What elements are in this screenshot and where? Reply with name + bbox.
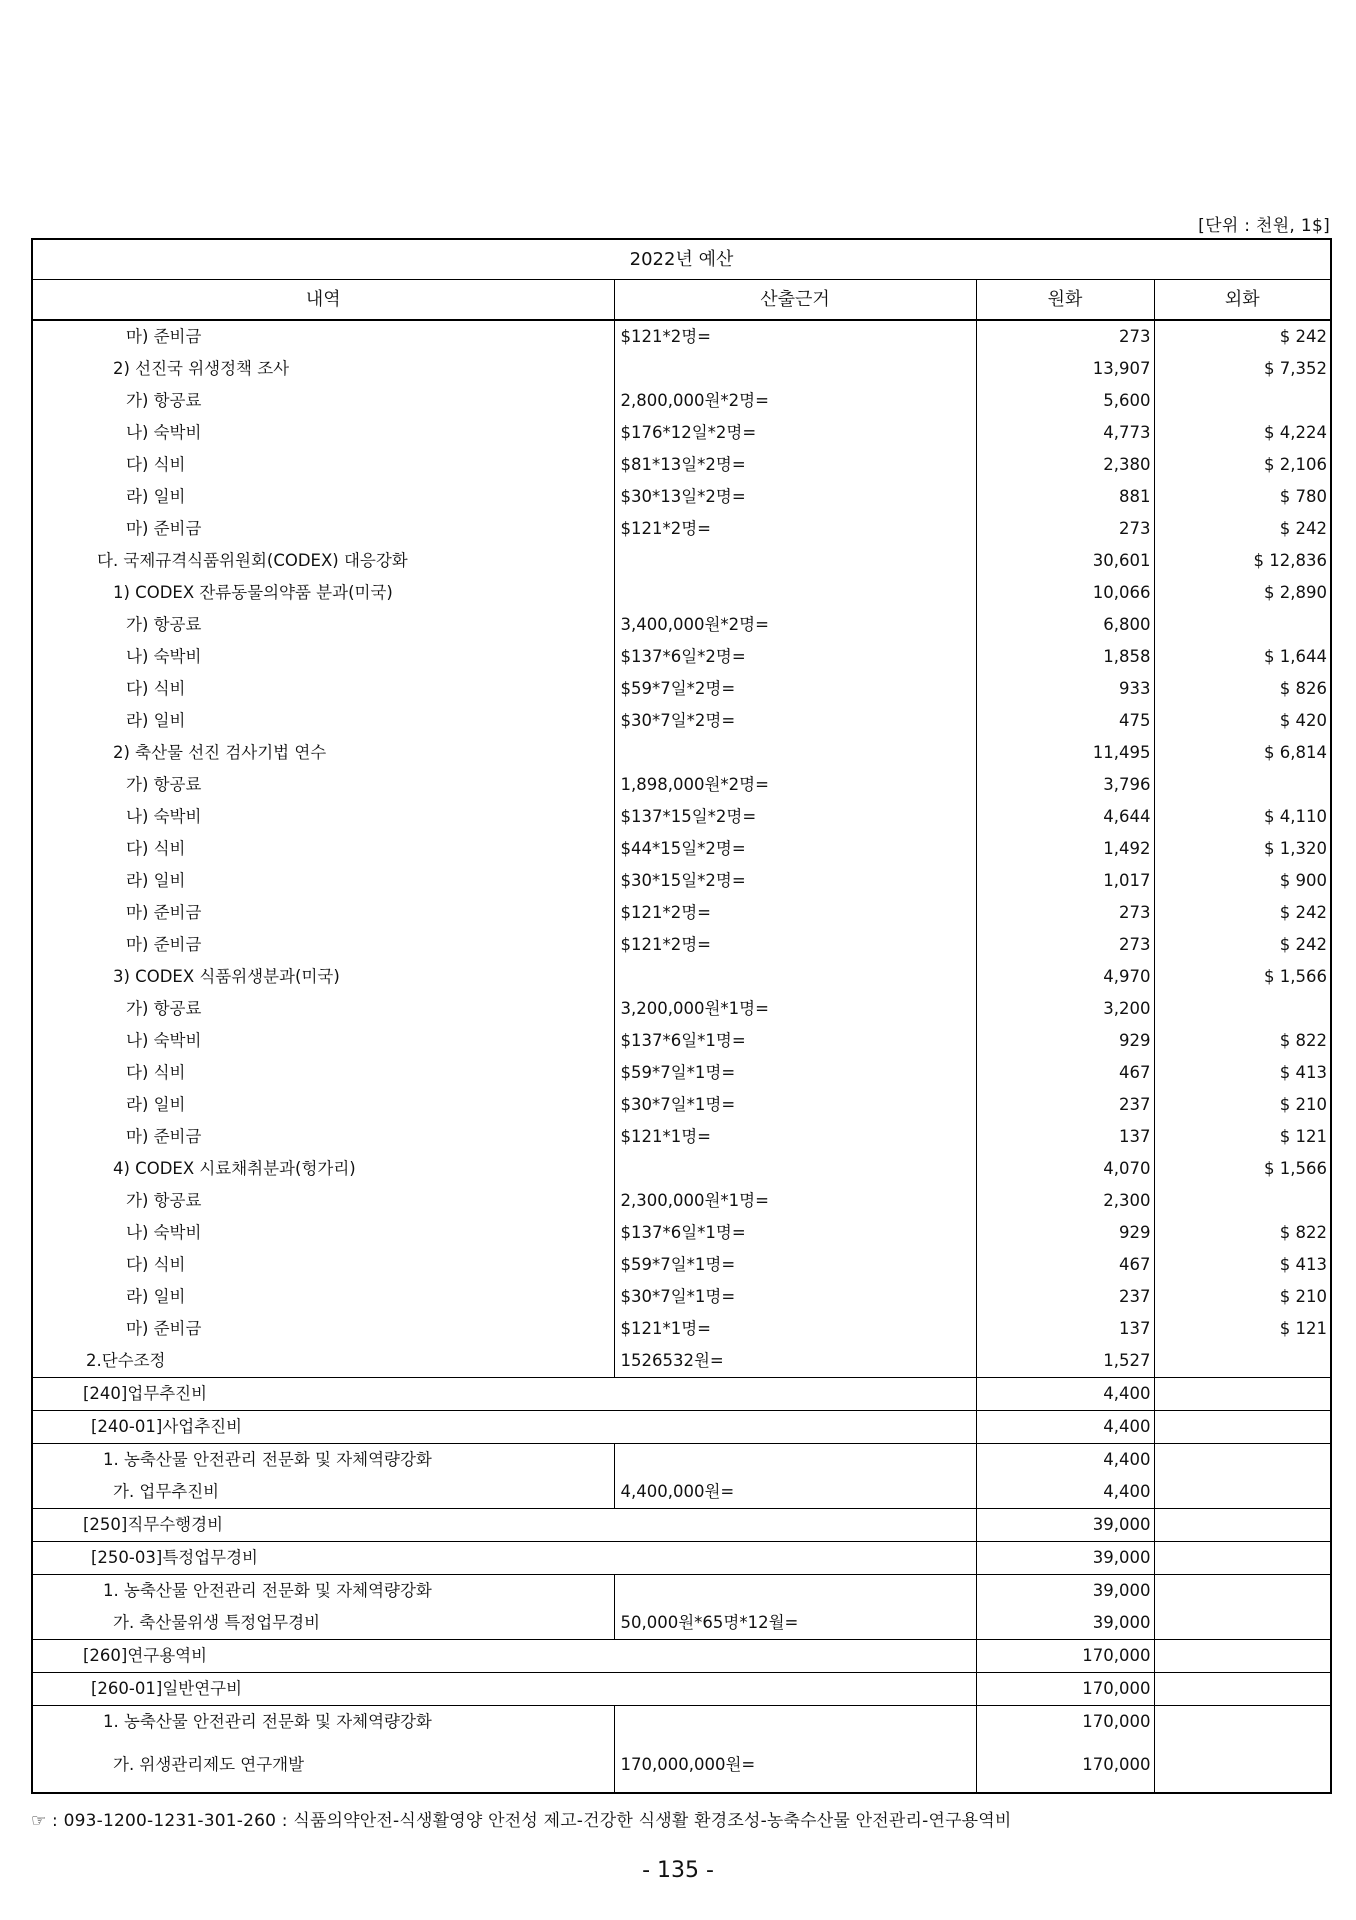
row-krw: 30,601 <box>976 545 1154 577</box>
row-krw: 467 <box>976 1249 1154 1281</box>
section-sub-usd <box>1154 1673 1331 1706</box>
section-program-row <box>32 1444 1331 1477</box>
row-krw: 273 <box>976 929 1154 961</box>
row-usd: $ 210 <box>1154 1089 1331 1121</box>
table-row <box>32 833 1331 865</box>
row-usd <box>1154 1345 1331 1378</box>
row-basis: $176*12일*2명= <box>614 417 976 449</box>
table-row <box>32 769 1331 801</box>
row-krw: 6,800 <box>976 609 1154 641</box>
row-basis: 1,898,000원*2명= <box>614 769 976 801</box>
row-krw: 10,066 <box>976 577 1154 609</box>
row-krw: 1,527 <box>976 1345 1154 1378</box>
table-row <box>32 1153 1331 1185</box>
section-sub: [260-01]일반연구비 <box>32 1673 976 1706</box>
row-item: 가) 항공료 <box>32 993 614 1025</box>
table-row <box>32 865 1331 897</box>
row-krw: 933 <box>976 673 1154 705</box>
section-code-row <box>32 1640 1331 1673</box>
row-usd: $ 6,814 <box>1154 737 1331 769</box>
row-usd: $ 780 <box>1154 481 1331 513</box>
row-krw: 929 <box>976 1025 1154 1057</box>
row-basis: 3,400,000원*2명= <box>614 609 976 641</box>
section-code-row <box>32 1378 1331 1411</box>
table-row <box>32 1185 1331 1217</box>
section-program-usd <box>1154 1444 1331 1477</box>
row-item: 가) 항공료 <box>32 1185 614 1217</box>
row-krw: 1,858 <box>976 641 1154 673</box>
row-item: 가) 항공료 <box>32 609 614 641</box>
section-detail-total: 39,000 <box>976 1607 1154 1640</box>
section-detail-row <box>32 1607 1331 1640</box>
row-item: 마) 준비금 <box>32 929 614 961</box>
section-code-row <box>32 1509 1331 1542</box>
row-krw: 3,200 <box>976 993 1154 1025</box>
section-detail: 가. 위생관리제도 연구개발 <box>32 1738 614 1793</box>
row-basis: $30*7일*2명= <box>614 705 976 737</box>
table-row <box>32 993 1331 1025</box>
row-basis: $30*7일*1명= <box>614 1089 976 1121</box>
section-detail-usd <box>1154 1476 1331 1509</box>
budget-table <box>31 238 1332 1794</box>
row-usd <box>1154 385 1331 417</box>
section-code: [260]연구용역비 <box>32 1640 976 1673</box>
row-krw: 4,070 <box>976 1153 1154 1185</box>
row-usd <box>1154 993 1331 1025</box>
table-row <box>32 1249 1331 1281</box>
row-usd: $ 121 <box>1154 1313 1331 1345</box>
row-basis: $81*13일*2명= <box>614 449 976 481</box>
row-krw: 237 <box>976 1089 1154 1121</box>
row-krw: 4,644 <box>976 801 1154 833</box>
table-row <box>32 417 1331 449</box>
row-basis: $59*7일*1명= <box>614 1057 976 1089</box>
row-usd: $ 242 <box>1154 513 1331 545</box>
section-detail: 가. 업무추진비 <box>32 1476 614 1509</box>
row-basis <box>614 961 976 993</box>
table-row <box>32 1345 1331 1378</box>
row-basis: $121*2명= <box>614 929 976 961</box>
section-code-total: 170,000 <box>976 1640 1154 1673</box>
section-program-total: 170,000 <box>976 1706 1154 1739</box>
section-code-usd <box>1154 1509 1331 1542</box>
row-basis <box>614 353 976 385</box>
row-item: 1) CODEX 잔류동물의약품 분과(미국) <box>32 577 614 609</box>
section-sub: [250-03]특정업무경비 <box>32 1542 976 1575</box>
row-item: 라) 일비 <box>32 1281 614 1313</box>
section-code: [250]직무수행경비 <box>32 1509 976 1542</box>
section-sub: [240-01]사업추진비 <box>32 1411 976 1444</box>
row-usd: $ 210 <box>1154 1281 1331 1313</box>
row-item: 라) 일비 <box>32 1089 614 1121</box>
table-row <box>32 577 1331 609</box>
row-krw: 2,300 <box>976 1185 1154 1217</box>
table-row <box>32 673 1331 705</box>
row-item: 다) 식비 <box>32 449 614 481</box>
section-program-row <box>32 1706 1331 1739</box>
row-basis: $59*7일*1명= <box>614 1249 976 1281</box>
table-row <box>32 1121 1331 1153</box>
table-row <box>32 513 1331 545</box>
row-usd: $ 1,644 <box>1154 641 1331 673</box>
row-basis: $137*15일*2명= <box>614 801 976 833</box>
section-code-usd <box>1154 1378 1331 1411</box>
section-program-row <box>32 1575 1331 1608</box>
row-basis: 2,300,000원*1명= <box>614 1185 976 1217</box>
row-krw: 881 <box>976 481 1154 513</box>
section-program: 1. 농축산물 안전관리 전문화 및 자체역량강화 <box>32 1575 614 1608</box>
row-krw: 2,380 <box>976 449 1154 481</box>
row-usd: $ 242 <box>1154 897 1331 929</box>
section-detail-total: 170,000 <box>976 1738 1154 1793</box>
row-basis: $121*2명= <box>614 897 976 929</box>
row-item: 마) 준비금 <box>32 897 614 929</box>
row-krw: 273 <box>976 897 1154 929</box>
row-basis: $121*1명= <box>614 1313 976 1345</box>
row-item: 다) 식비 <box>32 673 614 705</box>
page-number: - 135 - <box>642 1858 714 1883</box>
row-usd: $ 900 <box>1154 865 1331 897</box>
row-usd: $ 1,566 <box>1154 1153 1331 1185</box>
footnote: ☞ : 093-1200-1231-301-260 : 식품의약안전-식생활영양 안전성 제고-건강한 식생활 환경조성-농축수산물 안전관리-연구용역비 <box>31 1811 1012 1831</box>
table-row <box>32 705 1331 737</box>
table-row <box>32 1025 1331 1057</box>
section-detail-row <box>32 1476 1331 1509</box>
row-item: 라) 일비 <box>32 481 614 513</box>
row-basis: 3,200,000원*1명= <box>614 993 976 1025</box>
section-detail: 가. 축산물위생 특정업무경비 <box>32 1607 614 1640</box>
unit-label: [단위 : 천원, 1$] <box>1198 216 1330 236</box>
section-code-total: 4,400 <box>976 1378 1154 1411</box>
row-usd <box>1154 609 1331 641</box>
section-code: [240]업무추진비 <box>32 1378 976 1411</box>
row-usd: $ 822 <box>1154 1217 1331 1249</box>
row-usd: $ 2,890 <box>1154 577 1331 609</box>
row-item: 라) 일비 <box>32 865 614 897</box>
row-item: 나) 숙박비 <box>32 801 614 833</box>
row-basis <box>614 545 976 577</box>
row-krw: 273 <box>976 320 1154 353</box>
row-item: 나) 숙박비 <box>32 1025 614 1057</box>
row-krw: 11,495 <box>976 737 1154 769</box>
table-row <box>32 801 1331 833</box>
row-basis: $121*2명= <box>614 513 976 545</box>
section-program-basis <box>614 1706 976 1739</box>
row-usd: $ 2,106 <box>1154 449 1331 481</box>
row-item: 가) 항공료 <box>32 769 614 801</box>
row-item: 다) 식비 <box>32 1057 614 1089</box>
row-usd: $ 4,110 <box>1154 801 1331 833</box>
section-sub-total: 39,000 <box>976 1542 1154 1575</box>
row-basis <box>614 1153 976 1185</box>
row-usd: $ 12,836 <box>1154 545 1331 577</box>
row-basis: $137*6일*2명= <box>614 641 976 673</box>
row-usd: $ 1,566 <box>1154 961 1331 993</box>
row-item: 나) 숙박비 <box>32 1217 614 1249</box>
row-item: 4) CODEX 시료채취분과(헝가리) <box>32 1153 614 1185</box>
row-item: 마) 준비금 <box>32 1313 614 1345</box>
row-basis: $137*6일*1명= <box>614 1025 976 1057</box>
column-header-item: 내역 <box>32 280 614 321</box>
table-row <box>32 481 1331 513</box>
row-usd: $ 420 <box>1154 705 1331 737</box>
row-basis: $30*15일*2명= <box>614 865 976 897</box>
table-row <box>32 1281 1331 1313</box>
section-detail-usd <box>1154 1738 1331 1793</box>
table-row <box>32 609 1331 641</box>
row-item: 3) CODEX 식품위생분과(미국) <box>32 961 614 993</box>
section-program-total: 4,400 <box>976 1444 1154 1477</box>
row-usd: $ 413 <box>1154 1249 1331 1281</box>
table-row <box>32 737 1331 769</box>
row-item: 다) 식비 <box>32 833 614 865</box>
row-krw: 137 <box>976 1313 1154 1345</box>
table-row <box>32 449 1331 481</box>
row-basis: $137*6일*1명= <box>614 1217 976 1249</box>
table-row <box>32 641 1331 673</box>
row-basis: $30*7일*1명= <box>614 1281 976 1313</box>
table-row <box>32 353 1331 385</box>
row-usd: $ 7,352 <box>1154 353 1331 385</box>
row-item: 가) 항공료 <box>32 385 614 417</box>
row-usd: $ 242 <box>1154 929 1331 961</box>
section-sub-total: 4,400 <box>976 1411 1154 1444</box>
table-row <box>32 385 1331 417</box>
section-program-total: 39,000 <box>976 1575 1154 1608</box>
column-header-krw: 원화 <box>976 280 1154 321</box>
row-basis: $30*13일*2명= <box>614 481 976 513</box>
row-item: 2) 축산물 선진 검사기법 연수 <box>32 737 614 769</box>
section-detail-basis: 4,400,000원= <box>614 1476 976 1509</box>
row-basis: $59*7일*2명= <box>614 673 976 705</box>
row-usd: $ 121 <box>1154 1121 1331 1153</box>
column-header-basis: 산출근거 <box>614 280 976 321</box>
column-header-usd: 외화 <box>1154 280 1331 321</box>
row-usd: $ 1,320 <box>1154 833 1331 865</box>
row-basis: 2,800,000원*2명= <box>614 385 976 417</box>
row-krw: 467 <box>976 1057 1154 1089</box>
section-sub-row <box>32 1673 1331 1706</box>
row-item: 다) 식비 <box>32 1249 614 1281</box>
section-sub-usd <box>1154 1542 1331 1575</box>
row-krw: 1,492 <box>976 833 1154 865</box>
table-row <box>32 929 1331 961</box>
section-sub-total: 170,000 <box>976 1673 1154 1706</box>
row-basis: $44*15일*2명= <box>614 833 976 865</box>
section-program: 1. 농축산물 안전관리 전문화 및 자체역량강화 <box>32 1444 614 1477</box>
row-item: 라) 일비 <box>32 705 614 737</box>
table-row <box>32 1217 1331 1249</box>
row-item: 2.단수조정 <box>32 1345 614 1378</box>
row-item: 다. 국제규격식품위원회(CODEX) 대응강화 <box>32 545 614 577</box>
row-krw: 1,017 <box>976 865 1154 897</box>
section-program-usd <box>1154 1575 1331 1608</box>
row-basis: $121*1명= <box>614 1121 976 1153</box>
row-usd: $ 242 <box>1154 320 1331 353</box>
section-detail-basis: 50,000원*65명*12월= <box>614 1607 976 1640</box>
section-detail-total: 4,400 <box>976 1476 1154 1509</box>
section-sub-row <box>32 1542 1331 1575</box>
row-krw: 13,907 <box>976 353 1154 385</box>
row-usd <box>1154 769 1331 801</box>
table-row <box>32 897 1331 929</box>
row-item: 2) 선진국 위생정책 조사 <box>32 353 614 385</box>
table-title: 2022년 예산 <box>32 239 1331 280</box>
row-item: 마) 준비금 <box>32 1121 614 1153</box>
table-row <box>32 1057 1331 1089</box>
row-basis <box>614 577 976 609</box>
section-detail-usd <box>1154 1607 1331 1640</box>
row-krw: 237 <box>976 1281 1154 1313</box>
row-item: 마) 준비금 <box>32 513 614 545</box>
row-krw: 4,970 <box>976 961 1154 993</box>
table-row <box>32 1089 1331 1121</box>
row-basis <box>614 737 976 769</box>
row-usd: $ 822 <box>1154 1025 1331 1057</box>
section-program-basis <box>614 1444 976 1477</box>
section-detail-row <box>32 1738 1331 1793</box>
row-basis: $121*2명= <box>614 320 976 353</box>
row-usd <box>1154 1185 1331 1217</box>
section-program: 1. 농축산물 안전관리 전문화 및 자체역량강화 <box>32 1706 614 1739</box>
row-krw: 5,600 <box>976 385 1154 417</box>
row-krw: 475 <box>976 705 1154 737</box>
section-sub-usd <box>1154 1411 1331 1444</box>
section-detail-basis: 170,000,000원= <box>614 1738 976 1793</box>
row-krw: 273 <box>976 513 1154 545</box>
row-krw: 3,796 <box>976 769 1154 801</box>
table-row <box>32 320 1331 353</box>
row-item: 나) 숙박비 <box>32 417 614 449</box>
table-row <box>32 1313 1331 1345</box>
section-sub-row <box>32 1411 1331 1444</box>
row-krw: 137 <box>976 1121 1154 1153</box>
table-row <box>32 545 1331 577</box>
section-code-usd <box>1154 1640 1331 1673</box>
row-usd: $ 826 <box>1154 673 1331 705</box>
row-krw: 4,773 <box>976 417 1154 449</box>
section-code-total: 39,000 <box>976 1509 1154 1542</box>
row-item: 나) 숙박비 <box>32 641 614 673</box>
section-program-usd <box>1154 1706 1331 1739</box>
row-krw: 929 <box>976 1217 1154 1249</box>
row-basis: 1526532원= <box>614 1345 976 1378</box>
table-row <box>32 961 1331 993</box>
row-usd: $ 413 <box>1154 1057 1331 1089</box>
row-item: 마) 준비금 <box>32 320 614 353</box>
section-program-basis <box>614 1575 976 1608</box>
row-usd: $ 4,224 <box>1154 417 1331 449</box>
